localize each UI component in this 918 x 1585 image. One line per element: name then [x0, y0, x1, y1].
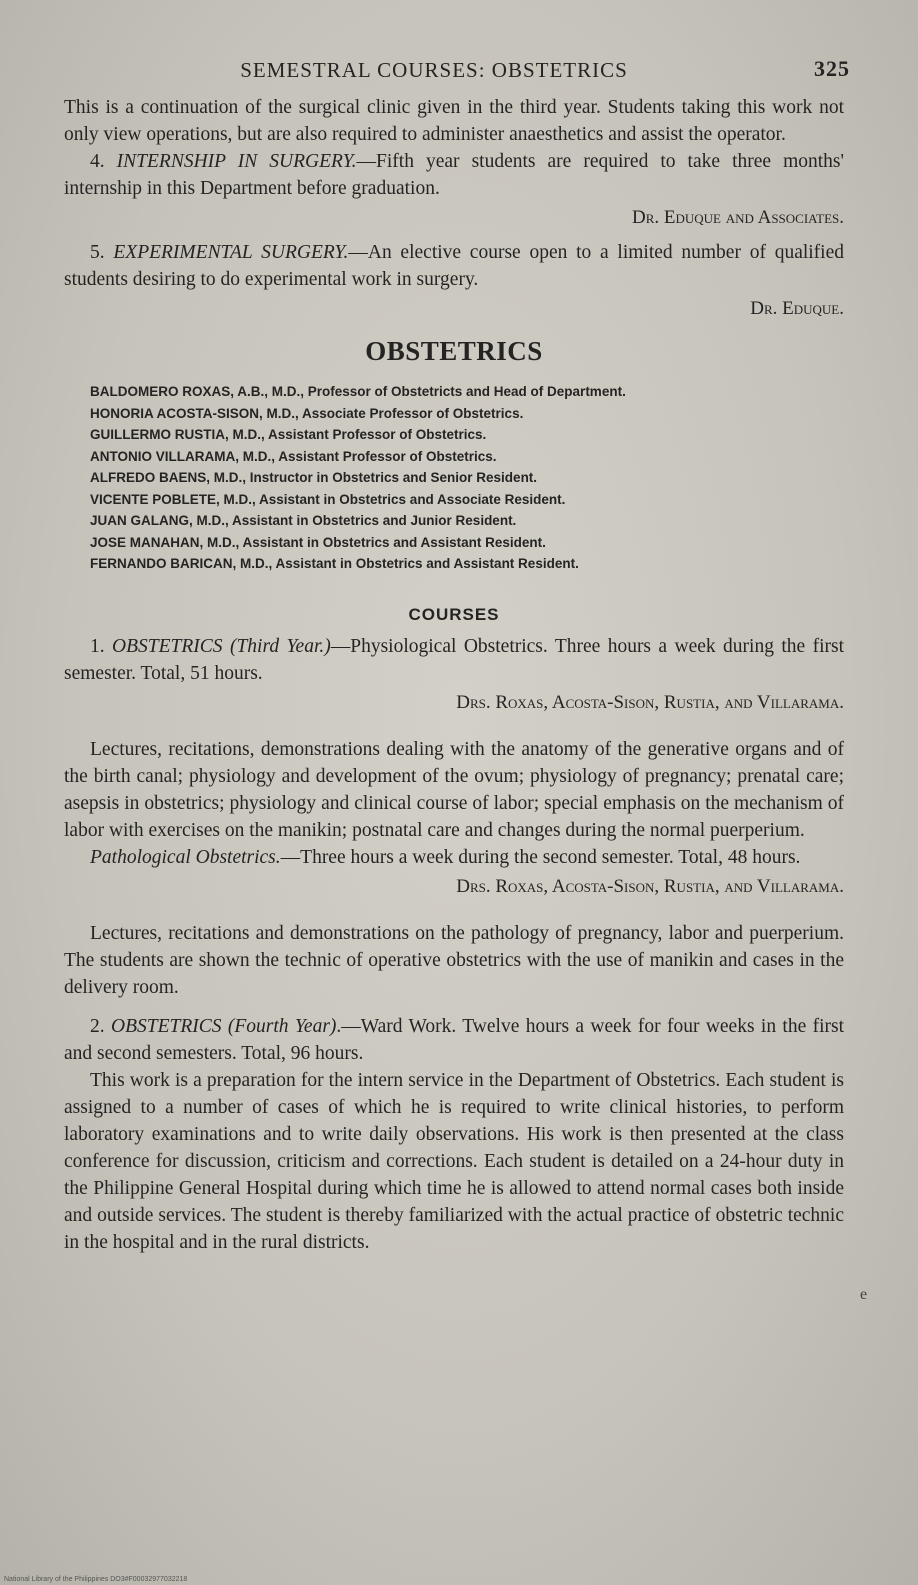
item-title: INTERNSHIP IN SURGERY. — [116, 151, 357, 172]
faculty-member: ALFREDO BAENS, M.D., Instructor in Obstetrics and Senior Resident. — [90, 470, 538, 485]
item-number: 5. — [90, 242, 105, 263]
margin-mark: e — [860, 1286, 868, 1303]
course2-heading — [64, 1013, 844, 1067]
section-title: OBSTETRICS — [365, 336, 543, 366]
course-body: —Physiological Obstetrics. Three hours a week during the first semester. Total, 51 hours. — [64, 635, 844, 684]
page-content — [64, 54, 850, 1256]
course-year: (Fourth Year) — [227, 1015, 337, 1037]
faculty-member: GUILLERMO RUSTIA, M.D., Assistant Professor of Obstetrics. — [90, 427, 487, 442]
faculty-list — [90, 381, 844, 575]
faculty-member: JUAN GALANG, M.D., Assistant in Obstetrics and Junior Resident. — [90, 513, 517, 528]
course-year: (Third Year.) — [229, 635, 331, 657]
scan-footer: National Library of the Philippines DO3#F00032977032218 — [4, 1576, 188, 1583]
course-body: .—Ward Work. Twelve hours a week for four weeks in the first and second semesters. Total, 96 hours. — [64, 1015, 844, 1064]
faculty-member: BALDOMERO ROXAS, A.B., M.D., Professor of Obstetricts and Head of Department. — [90, 384, 626, 399]
course2-description: This work is a preparation for the intern service in the Department of Obstetrics. Each student is assigned to a number of cases of which he is required to write clinical histories, to perform laboratory examinations and to write daily observations. His work is then presented at the class conference for discussion, criticism and corrections. Each student is detailed on a 24-hour duty in the Philippine General Hospital during which time he is allowed to attend normal cases both inside and outside services. The student is thereby familiarized with the actual practice of obstetric technic in the hospital and in the rural districts. — [64, 1069, 844, 1253]
running-title: SEMESTRAL COURSES: OBSTETRICS — [240, 58, 628, 82]
course-title: OBSTETRICS — [112, 635, 223, 657]
course-title: OBSTETRICS — [110, 1015, 222, 1037]
course1-heading — [64, 633, 844, 687]
course-number: 1. — [90, 635, 105, 657]
item-instructor: Dr. Eduque and Associates. — [632, 207, 844, 228]
pathological-description: Lectures, recitations and demonstrations on the pathology of pregnancy, labor and puerperium. The students are shown the technic of operative obstetrics with the use of manikin and cases in the delivery room. — [64, 922, 844, 998]
course1-description: Lectures, recitations, demonstrations dealing with the anatomy of the generative organs and of the birth canal; physiology and development of the ovum; physiology of pregnancy; prenatal care; asepsis in obstetrics; physiology and clinical course of labor; special emphasis on the mechanism of labor with exercises on the manikin; postnatal care and changes during the normal puerperium. — [64, 738, 844, 841]
item-body: —An elective course open to a limited number of qualified students desiring to do experimental work in surgery. — [64, 242, 844, 290]
faculty-member: FERNANDO BARICAN, M.D., Assistant in Obstetrics and Assistant Resident. — [90, 556, 579, 571]
item-number: 4. — [90, 151, 105, 172]
faculty-member: HONORIA ACOSTA-SISON, M.D., Associate Professor of Obstetrics. — [90, 405, 524, 421]
item-internship — [64, 148, 844, 202]
item-title: EXPERIMENTAL SURGERY. — [113, 242, 349, 263]
item-experimental — [64, 239, 844, 293]
pathological-instructors: Drs. Roxas, Acosta-Sison, Rustia, and Villarama. — [456, 875, 844, 897]
pathological-title: Pathological Obstetrics. — [90, 846, 281, 868]
course-number: 2. — [90, 1015, 105, 1037]
faculty-member: JOSE MANAHAN, M.D., Assistant in Obstetrics and Assistant Resident. — [90, 534, 546, 550]
item-instructor: Dr. Eduque. — [750, 298, 844, 319]
faculty-member: VICENTE POBLETE, M.D., Assistant in Obstetrics and Associate Resident. — [90, 491, 566, 507]
course1-instructors: Drs. Roxas, Acosta-Sison, Rustia, and Villarama. — [456, 691, 844, 713]
faculty-member: ANTONIO VILLARAMA, M.D., Assistant Professor of Obstetrics. — [90, 448, 497, 464]
page-number: 325 — [814, 56, 850, 81]
courses-heading: COURSES — [408, 604, 500, 624]
pathological-heading — [64, 844, 844, 871]
intro-paragraph: This is a continuation of the surgical clinic given in the third year. Students taking this work not only view operations, but are also required to administer anaesthetics and assist the operator. — [64, 97, 844, 145]
page-header — [64, 54, 850, 94]
item-body: —Fifth year students are required to take three months' internship in this Department before graduation. — [64, 151, 845, 199]
pathological-body: —Three hours a week during the second semester. Total, 48 hours. — [280, 846, 801, 868]
